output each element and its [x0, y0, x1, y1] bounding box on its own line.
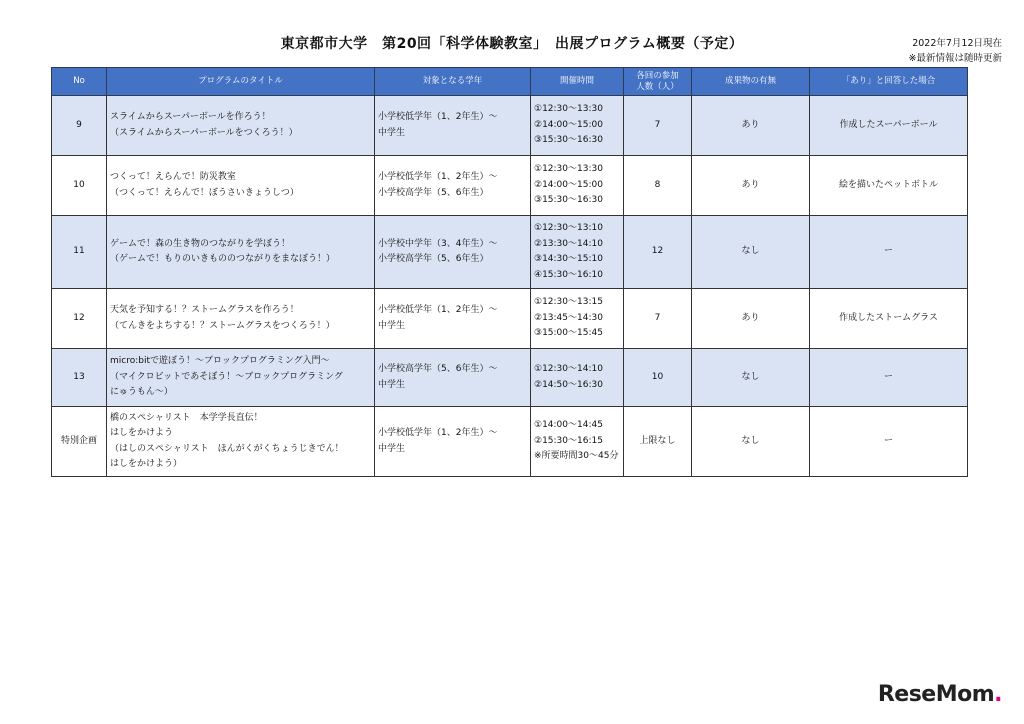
- title-line: micro:bitで遊ぼう！～ブロックプログラミング入門～: [110, 356, 330, 367]
- time-line: ①12:30～13:15: [534, 297, 603, 308]
- title-line: （はしのスペシャリスト ほんがくがくちょうじきでん！: [110, 443, 344, 454]
- cell-no: 13: [52, 349, 107, 407]
- logo-text: ReseMom: [877, 682, 995, 707]
- program-table: [51, 67, 968, 477]
- cell-no: 10: [52, 156, 107, 216]
- title-line: つくって！えらんで！防災教室: [110, 172, 236, 182]
- time-line: ※所要時間30～45分: [534, 451, 619, 462]
- cell-title: [107, 96, 375, 156]
- time-line: ②13:45～14:30: [534, 312, 603, 323]
- col-product: 成果物の有無: [692, 68, 810, 96]
- title-line: スライムからスーパーボールを作ろう！: [110, 112, 271, 122]
- table-header-row: [52, 68, 968, 96]
- table-row: [52, 407, 968, 477]
- grade-line: 中学生: [378, 320, 406, 331]
- title-line: はしをかけよう: [110, 428, 174, 438]
- title-line: にゅうもん～）: [110, 387, 173, 398]
- time-line: ④15:30～16:10: [534, 269, 603, 280]
- grade-line: 小学校低学年（1、2年生）～: [378, 172, 498, 182]
- cell-product: あり: [692, 289, 810, 349]
- table-row: [52, 349, 968, 407]
- cell-grade: [375, 216, 531, 289]
- cell-capacity: 上限なし: [624, 407, 692, 477]
- grade-line: 小学校高学年（5、6年生）: [378, 187, 489, 198]
- cell-times: [531, 156, 624, 216]
- grade-line: 小学校低学年（1、2年生）～: [378, 112, 498, 122]
- cell-capacity: 7: [624, 289, 692, 349]
- grade-line: 小学校低学年（1、2年生）～: [378, 428, 498, 438]
- cell-detail: ー: [810, 349, 968, 407]
- cell-title: [107, 289, 375, 349]
- table-row: [52, 96, 968, 156]
- title-line: ゲームで！森の生き物のつながりを学ぼう！: [110, 238, 291, 249]
- grade-line: 中学生: [378, 127, 406, 138]
- grade-line: 中学生: [378, 379, 406, 390]
- cell-capacity: 7: [624, 96, 692, 156]
- time-line: ①12:30～13:10: [534, 223, 603, 233]
- grade-line: 小学校高学年（5、6年生）: [378, 254, 489, 264]
- time-line: ③15:30～16:30: [534, 195, 603, 206]
- time-line: ②15:30～16:15: [534, 435, 603, 446]
- cell-times: [531, 216, 624, 289]
- title-line: 天気を予知する！？ストームグラスを作ろう！: [110, 305, 299, 315]
- cell-product: なし: [692, 407, 810, 477]
- col-detail: 「あり」と回答した場合: [810, 68, 968, 96]
- cell-times: [531, 407, 624, 477]
- cell-detail: ー: [810, 407, 968, 477]
- as-of-date: 2022年7月12日現在: [912, 38, 1002, 49]
- col-times: 開催時間: [531, 68, 624, 96]
- logo-dot: .: [994, 682, 1002, 707]
- col-capacity-line: 人数（人）: [636, 81, 679, 92]
- cell-no: 9: [52, 96, 107, 156]
- cell-times: [531, 289, 624, 349]
- grade-line: 中学生: [378, 443, 406, 454]
- date-block: [909, 36, 1002, 66]
- title-line: （マイクロビットであそぼう！～ブロックプログラミング: [110, 371, 343, 382]
- cell-product: あり: [692, 156, 810, 216]
- cell-product: あり: [692, 96, 810, 156]
- cell-title: [107, 156, 375, 216]
- col-no: No: [52, 68, 107, 96]
- page-title: 東京都市大学 第20回「科学体験教室」 出展プログラム概要（予定）: [280, 36, 744, 52]
- cell-product: なし: [692, 349, 810, 407]
- table-row: [52, 216, 968, 289]
- grade-line: 小学校低学年（1、2年生）～: [378, 305, 498, 315]
- col-title: プログラムのタイトル: [107, 68, 375, 96]
- cell-capacity: 10: [624, 349, 692, 407]
- cell-detail: 作成したストームグラス: [810, 289, 968, 349]
- cell-product: なし: [692, 216, 810, 289]
- cell-no: 特別企画: [52, 407, 107, 477]
- title-line: （ゲームで！もりのいきもののつながりをまなぼう！）: [110, 254, 336, 264]
- resemom-logo: [878, 682, 1002, 707]
- cell-title: [107, 407, 375, 477]
- time-line: ①12:30～14:10: [534, 364, 603, 374]
- cell-capacity: 12: [624, 216, 692, 289]
- col-capacity: [624, 68, 692, 96]
- title-line: （スライムからスーパーボールをつくろう！）: [110, 127, 298, 138]
- cell-detail: 作成したスーパーボール: [810, 96, 968, 156]
- cell-no: 12: [52, 289, 107, 349]
- time-line: ②14:50～16:30: [534, 379, 603, 390]
- cell-grade: [375, 156, 531, 216]
- table-row: [52, 289, 968, 349]
- time-line: ③15:30～16:30: [534, 135, 603, 146]
- col-capacity-line: 各回の参加: [636, 70, 679, 81]
- cell-title: [107, 349, 375, 407]
- grade-line: 小学校高学年（5、6年生）～: [378, 364, 498, 374]
- cell-grade: [375, 96, 531, 156]
- cell-detail: 絵を描いたペットボトル: [810, 156, 968, 216]
- time-line: ①12:30～13:30: [534, 164, 603, 175]
- cell-times: [531, 96, 624, 156]
- cell-capacity: 8: [624, 156, 692, 216]
- title-line: （てんきをよちする！？ストームグラスをつくろう！）: [110, 320, 335, 331]
- time-line: ②14:00～15:00: [534, 119, 603, 130]
- time-line: ②13:30～14:10: [534, 238, 603, 249]
- title-line: （つくって！えらんで！ぼうさいきょうしつ）: [110, 187, 299, 198]
- cell-detail: ー: [810, 216, 968, 289]
- cell-grade: [375, 349, 531, 407]
- cell-no: 11: [52, 216, 107, 289]
- cell-grade: [375, 289, 531, 349]
- title-line: 橋のスペシャリスト 本学学長直伝！: [110, 412, 263, 423]
- cell-times: [531, 349, 624, 407]
- title-line: はしをかけよう）: [110, 459, 183, 469]
- time-line: ③15:00～15:45: [534, 328, 603, 339]
- time-line: ②14:00～15:00: [534, 179, 603, 190]
- col-grade: 対象となる学年: [375, 68, 531, 96]
- grade-line: 小学校中学年（3、4年生）～: [378, 238, 498, 249]
- cell-title: [107, 216, 375, 289]
- time-line: ①14:00～14:45: [534, 420, 603, 431]
- cell-grade: [375, 407, 531, 477]
- table-row: [52, 156, 968, 216]
- time-line: ①12:30～13:30: [534, 104, 603, 115]
- time-line: ③14:30～15:10: [534, 254, 603, 264]
- update-note: ※最新情報は随時更新: [908, 53, 1002, 64]
